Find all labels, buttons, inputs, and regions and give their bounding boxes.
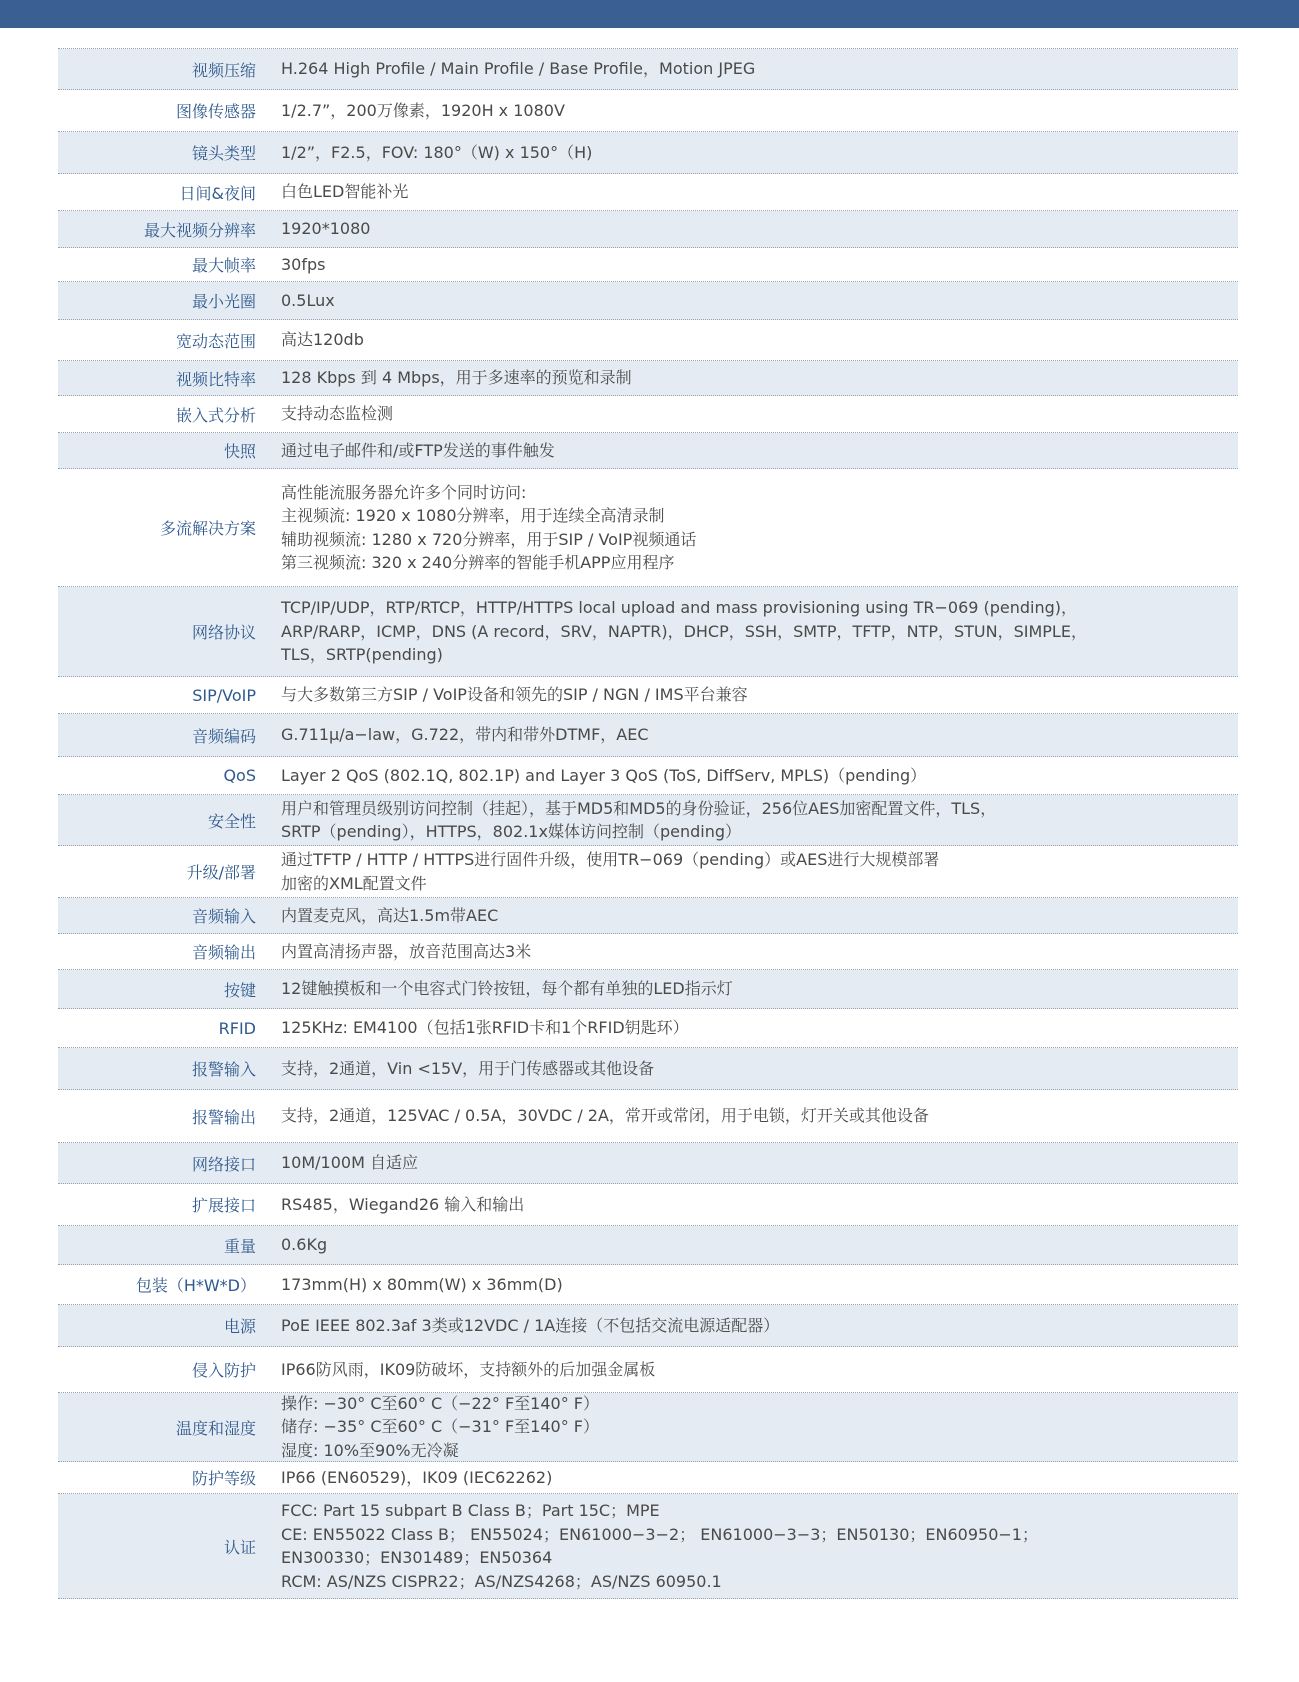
spec-value: FCC: Part 15 subpart B Class B；Part 15C；MPE CE: EN55022 Class B； EN55024；EN61000−3−2； EN61000−3−3；EN50130；EN60950−1； EN300330；EN301489；EN50364 RCM: AS/NZS CISPR22；AS/NZS4268；AS/NZS 60950.1 — [281, 1501, 1038, 1591]
spec-label: 电源 — [223, 1317, 256, 1336]
spec-row — [58, 282, 1238, 320]
spec-row — [58, 934, 1238, 970]
header-bar — [0, 0, 1299, 28]
spec-row — [58, 320, 1238, 361]
spec-label: 报警输出 — [191, 1107, 256, 1127]
spec-value: TCP/IP/UDP，RTP/RTCP，HTTP/HTTPS local upload and mass provisioning using TR−069 (pending)， ARP/RARP，ICMP，DNS (A record，SRV，NAPTR)，DHCP，SSH，SMTP，TFTP，NTP，STUN，SIMPLE， TLS，SRTP(pending) — [281, 598, 1087, 665]
spec-label: 音频编码 — [191, 726, 256, 746]
spec-row — [58, 174, 1238, 211]
spec-label: 最大帧率 — [191, 256, 256, 275]
spec-value: 用户和管理员级别访问控制（挂起），基于MD5和MD5的身份验证，256位AES加密配置文件，TLS， SRTP（pending），HTTPS，802.1x媒体访问控制（pending） — [281, 798, 997, 841]
spec-row — [58, 714, 1238, 757]
spec-value: 内置麦克风，高达1.5m带AEC — [281, 905, 499, 925]
spec-row — [58, 1393, 1238, 1462]
spec-label: 按键 — [223, 980, 256, 1000]
spec-label: 多流解决方案 — [159, 519, 256, 538]
spec-label: 图像传感器 — [175, 102, 256, 121]
spec-label: 快照 — [223, 442, 256, 461]
spec-label: QoS — [223, 766, 256, 785]
spec-row — [58, 898, 1238, 934]
spec-value: 10M/100M 自适应 — [281, 1153, 418, 1173]
spec-row — [58, 1347, 1238, 1393]
spec-row — [58, 433, 1238, 469]
spec-value: RS485，Wiegand26 输入和输出 — [281, 1194, 525, 1214]
spec-value: 高达120db — [281, 330, 364, 350]
spec-value: H.264 High Profile / Main Profile / Base Profile，Motion JPEG — [281, 59, 756, 79]
spec-row — [58, 1305, 1238, 1347]
spec-table — [58, 48, 1238, 1599]
spec-row — [58, 587, 1238, 677]
spec-label: 温度和湿度 — [175, 1418, 256, 1438]
spec-row — [58, 757, 1238, 795]
spec-label: 升级/部署 — [186, 863, 256, 882]
spec-row — [58, 970, 1238, 1009]
spec-label: 最大视频分辨率 — [143, 220, 256, 240]
spec-row — [58, 132, 1238, 174]
spec-row — [58, 49, 1238, 90]
spec-value: 125KHz: EM4100（包括1张RFID卡和1个RFID钥匙环） — [281, 1018, 689, 1038]
spec-label: 日间&夜间 — [179, 183, 256, 203]
spec-value: G.711μ/a−law，G.722，带内和带外DTMF，AEC — [281, 725, 649, 745]
spec-label: SIP/VoIP — [192, 685, 256, 705]
spec-value: 白色LED智能补光 — [281, 182, 409, 202]
spec-value: 0.5Lux — [281, 290, 335, 310]
spec-row — [58, 1009, 1238, 1048]
spec-value: Layer 2 QoS (802.1Q, 802.1P) and Layer 3 QoS (ToS, DiffServ, MPLS)（pending） — [281, 765, 927, 785]
spec-row — [58, 1048, 1238, 1090]
spec-value: 1/2”，F2.5，FOV: 180°（W) x 150°（H) — [281, 142, 593, 162]
spec-label: 视频比特率 — [175, 369, 256, 389]
spec-value: 与大多数第三方SIP / VoIP设备和领先的SIP / NGN / IMS平台兼容 — [281, 685, 748, 705]
spec-label: 包装（H*W*D） — [135, 1276, 256, 1295]
spec-row — [58, 469, 1238, 587]
spec-value: 内置高清扬声器，放音范围高达3米 — [281, 941, 532, 961]
spec-value: 1920*1080 — [281, 219, 371, 239]
spec-label: 网络协议 — [191, 623, 256, 642]
spec-row — [58, 846, 1238, 898]
spec-label: 扩展接口 — [191, 1196, 256, 1215]
spec-value: 支持，2通道，125VAC / 0.5A，30VDC / 2A，常开或常闭，用于电锁，灯开关或其他设备 — [281, 1106, 929, 1126]
spec-row — [58, 396, 1238, 433]
spec-row — [58, 1265, 1238, 1305]
spec-row — [58, 1462, 1238, 1494]
spec-label: RFID — [218, 1018, 256, 1038]
spec-value: 12键触摸板和一个电容式门铃按钮，每个都有单独的LED指示灯 — [281, 979, 733, 999]
spec-label: 重量 — [223, 1236, 256, 1256]
spec-value: 高性能流服务器允许多个同时访问: 主视频流: 1920 x 1080分辨率，用于连续全高清录制 辅助视频流: 1280 x 720分辨率，用于SIP / VoIP视频通话 第三视频流: 320 x 240分辨率的智能手机APP应用程序 — [281, 482, 697, 572]
spec-row — [58, 1494, 1238, 1599]
spec-value: 30fps — [281, 254, 326, 274]
spec-value: IP66防风雨，IK09防破坏，支持额外的后加强金属板 — [281, 1359, 656, 1379]
spec-label: 防护等级 — [191, 1469, 256, 1488]
spec-value: 128 Kbps 到 4 Mbps，用于多速率的预览和录制 — [281, 368, 632, 388]
spec-row — [58, 795, 1238, 846]
spec-row — [58, 361, 1238, 396]
spec-label: 音频输入 — [191, 907, 256, 926]
spec-label: 宽动态范围 — [175, 331, 256, 351]
spec-value: 通过电子邮件和/或FTP发送的事件触发 — [281, 440, 555, 460]
spec-value: 1/2.7”，200万像素，1920H x 1080V — [281, 100, 565, 120]
spec-row — [58, 248, 1238, 282]
spec-row — [58, 90, 1238, 132]
spec-row — [58, 1090, 1238, 1143]
spec-label: 网络接口 — [191, 1154, 256, 1174]
spec-label: 报警输入 — [191, 1060, 256, 1079]
spec-label: 镜头类型 — [191, 144, 256, 163]
spec-label: 认证 — [223, 1537, 256, 1557]
spec-label: 音频输出 — [191, 943, 256, 962]
spec-label: 最小光圈 — [191, 292, 256, 311]
spec-value: IP66 (EN60529)，IK09 (IEC62262) — [281, 1467, 553, 1487]
spec-value: PoE IEEE 802.3af 3类或12VDC / 1A连接（不包括交流电源适配器） — [281, 1315, 780, 1335]
spec-value: 173mm(H) x 80mm(W) x 36mm(D) — [281, 1274, 563, 1294]
spec-row — [58, 1184, 1238, 1226]
spec-value: 操作: −30° C至60° C（−22° F至140° F） 储存: −35° C至60° C（−31° F至140° F） 湿度: 10%至90%无冷凝 — [281, 1393, 600, 1460]
spec-value: 通过TFTP / HTTP / HTTPS进行固件升级，使用TR−069（pending）或AES进行大规模部署 加密的XML配置文件 — [281, 850, 940, 893]
spec-row — [58, 1226, 1238, 1265]
spec-row — [58, 1143, 1238, 1184]
spec-label: 侵入防护 — [191, 1361, 256, 1380]
spec-row — [58, 211, 1238, 248]
spec-value: 支持，2通道，Vin <15V，用于门传感器或其他设备 — [281, 1058, 655, 1078]
spec-label: 视频压缩 — [191, 60, 256, 80]
spec-value: 支持动态监检测 — [281, 404, 394, 424]
spec-value: 0.6Kg — [281, 1235, 328, 1255]
spec-label: 嵌入式分析 — [175, 405, 256, 425]
spec-row — [58, 677, 1238, 714]
spec-label: 安全性 — [207, 811, 256, 831]
